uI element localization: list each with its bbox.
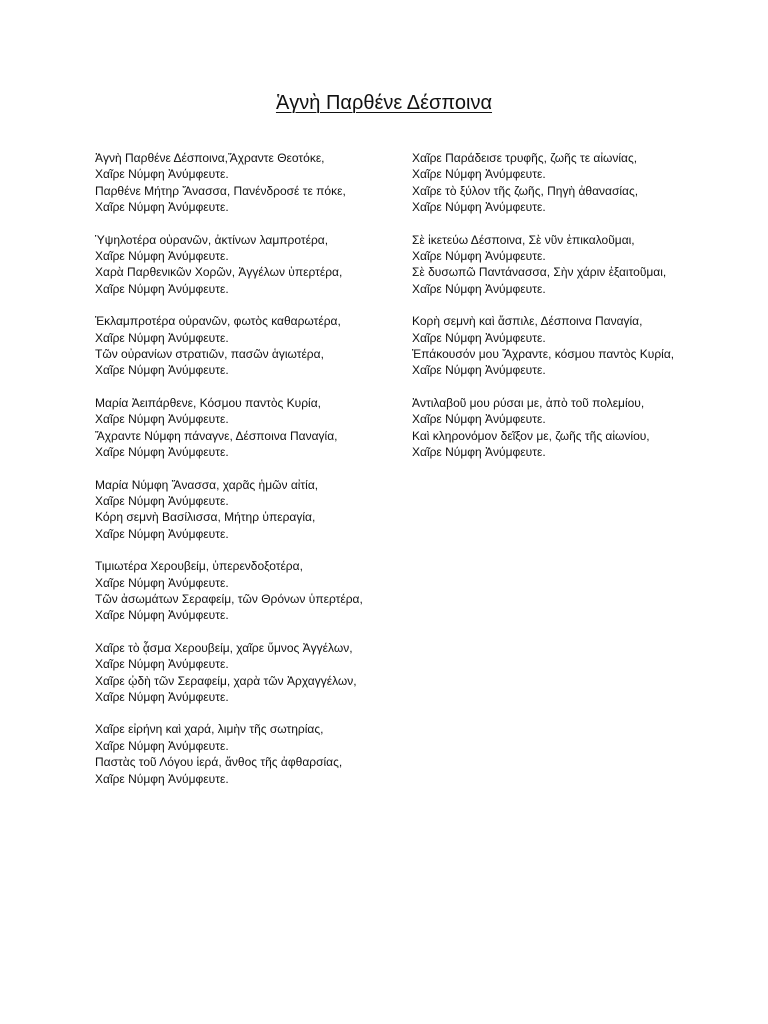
- refrain-line: Χαῖρε Νύμφη Ἀνύμφευτε.: [95, 657, 229, 672]
- refrain-line: Χαῖρε Νύμφη Ἀνύμφευτε.: [95, 771, 229, 786]
- verse-line: Σὲ δυσωπῶ Παντάνασσα, Σὴν χάριν ἐξαιτοῦμαι,: [412, 265, 667, 280]
- verse-line: Ἀντιλαβοῦ μου ρύσαι με, ἀπὸ τοῦ πολεμίου,: [412, 395, 645, 410]
- refrain-line: Χαῖρε Νύμφη Ἀνύμφευτε.: [95, 167, 229, 182]
- verse-line: Ὑψηλοτέρα οὐρανῶν, ἀκτίνων λαμπροτέρα,: [95, 232, 329, 247]
- refrain-line: Χαῖρε Νύμφη Ἀνύμφευτε.: [412, 363, 546, 378]
- verse-line: Καὶ κληρονόμον δεῖξον με, ζωῆς τῆς αἰωνίου,: [412, 428, 650, 443]
- refrain-line: Χαῖρε Νύμφη Ἀνύμφευτε.: [412, 281, 546, 296]
- stanza: [95, 640, 415, 706]
- verse-line: Τιμιωτέρα Χερουβείμ, ὑπερενδοξοτέρα,: [95, 559, 303, 574]
- refrain-line: Χαῖρε Νύμφη Ἀνύμφευτε.: [412, 445, 546, 460]
- verse-line: Ἁγνὴ Παρθένε Δέσποινα,Ἄχραντε Θεοτόκε,: [95, 151, 325, 165]
- stanza: [95, 558, 415, 624]
- refrain-line: Χαῖρε Νύμφη Ἀνύμφευτε.: [95, 526, 229, 541]
- stanza: [412, 150, 732, 216]
- refrain-line: Χαῖρε Νύμφη Ἀνύμφευτε.: [412, 167, 546, 182]
- verse-line: Χαῖρε τὸ ξύλον τῆς ζωῆς, Πηγὴ ἀθανασίας,: [412, 183, 639, 198]
- refrain-line: Χαῖρε Νύμφη Ἀνύμφευτε.: [95, 493, 229, 508]
- verse-line: Χαῖρε ᾠδὴ τῶν Σεραφείμ, χαρὰ τῶν Ἀρχαγγέλων,: [95, 673, 357, 688]
- verse-line: Τῶν οὐρανίων στρατιῶν, πασῶν ἁγιωτέρα,: [95, 347, 324, 362]
- verse-line: Κορὴ σεμνὴ καὶ ἄσπιλε, Δέσποινα Παναγία,: [412, 314, 643, 329]
- verse-line: Κόρη σεμνὴ Βασίλισσα, Μήτηρ ὑπεραγία,: [95, 510, 316, 525]
- refrain-line: Χαῖρε Νύμφη Ἀνύμφευτε.: [95, 363, 229, 378]
- refrain-line: Χαῖρε Νύμφη Ἀνύμφευτε.: [412, 249, 546, 264]
- stanza: [95, 150, 415, 216]
- refrain-line: Χαῖρε Νύμφη Ἀνύμφευτε.: [95, 575, 229, 590]
- verse-line: Ἄχραντε Νύμφη πάναγνε, Δέσποινα Παναγία,: [95, 428, 338, 443]
- stanza: [95, 395, 415, 461]
- refrain-line: Χαῖρε Νύμφη Ἀνύμφευτε.: [95, 608, 229, 623]
- refrain-line: Χαῖρε Νύμφη Ἀνύμφευτε.: [412, 412, 546, 427]
- verse-line: Ἐπάκουσόν μου Ἄχραντε, κόσμου παντὸς Κυρία,: [412, 347, 675, 362]
- refrain-line: Χαῖρε Νύμφη Ἀνύμφευτε.: [412, 330, 546, 345]
- stanza: [95, 477, 415, 543]
- refrain-line: Χαῖρε Νύμφη Ἀνύμφευτε.: [95, 738, 229, 753]
- verse-line: Χαρὰ Παρθενικῶν Χορῶν, Ἀγγέλων ὑπερτέρα,: [95, 265, 343, 280]
- refrain-line: Χαῖρε Νύμφη Ἀνύμφευτε.: [95, 281, 229, 296]
- stanza: [412, 313, 732, 379]
- stanza: [95, 232, 415, 298]
- refrain-line: Χαῖρε Νύμφη Ἀνύμφευτε.: [95, 445, 229, 460]
- verse-line: Χαῖρε εἰρήνη καὶ χαρά, λιμὴν τῆς σωτηρίας,: [95, 722, 324, 737]
- refrain-line: Χαῖρε Νύμφη Ἀνύμφευτε.: [95, 689, 229, 704]
- page-title: Ἁγνὴ Παρθένε Δέσποινα: [275, 92, 493, 114]
- refrain-line: Χαῖρε Νύμφη Ἀνύμφευτε.: [95, 412, 229, 427]
- verse-line: Παστὰς τοῦ Λόγου ἱερά, ἄνθος τῆς ἀφθαρσίας,: [95, 755, 343, 770]
- left-column: [95, 150, 415, 803]
- stanza: [412, 232, 732, 298]
- verse-line: Σὲ ἱκετεύω Δέσποινα, Σὲ νῦν ἐπικαλοῦμαι,: [412, 232, 635, 247]
- refrain-line: Χαῖρε Νύμφη Ἀνύμφευτε.: [95, 249, 229, 264]
- stanza: [412, 395, 732, 461]
- verse-line: Τῶν ἀσωμάτων Σεραφείμ, τῶν Θρόνων ὑπερτέρα,: [95, 591, 363, 606]
- verse-line: Παρθένε Μήτηρ Ἄνασσα, Πανένδροσέ τε πόκε,: [95, 183, 346, 198]
- stanza: [95, 721, 415, 787]
- refrain-line: Χαῖρε Νύμφη Ἀνύμφευτε.: [95, 200, 229, 215]
- verse-line: Ἐκλαμπροτέρα οὐρανῶν, φωτὸς καθαρωτέρα,: [95, 314, 341, 329]
- verse-line: Χαῖρε Παράδεισε τρυφῆς, ζωῆς τε αἰωνίας,: [412, 151, 638, 165]
- refrain-line: Χαῖρε Νύμφη Ἀνύμφευτε.: [95, 330, 229, 345]
- stanza: [95, 313, 415, 379]
- verse-line: Χαῖρε τὸ ᾆσμα Χερουβείμ, χαῖρε ὕμνος Ἀγγέλων,: [95, 640, 353, 655]
- refrain-line: Χαῖρε Νύμφη Ἀνύμφευτε.: [412, 200, 546, 215]
- verse-line: Μαρία Νύμφη Ἄνασσα, χαρᾶς ἡμῶν αἰτία,: [95, 477, 319, 492]
- verse-line: Μαρία Ἀειπάρθενε, Κόσμου παντὸς Κυρία,: [95, 395, 321, 410]
- right-column: [412, 150, 732, 477]
